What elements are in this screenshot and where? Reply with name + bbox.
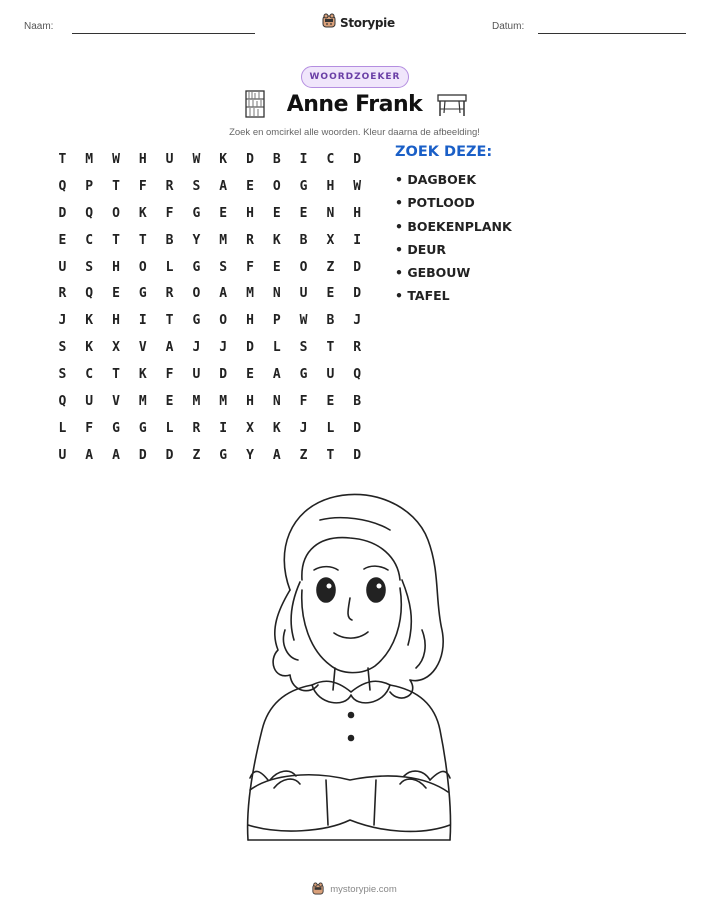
word-search-grid[interactable] — [49, 146, 371, 469]
grid-cell[interactable]: K — [85, 340, 94, 356]
grid-cell[interactable]: E — [165, 393, 174, 409]
grid-cell[interactable]: Q — [85, 286, 94, 302]
grid-cell[interactable]: H — [246, 205, 254, 221]
grid-cell[interactable]: K — [138, 367, 147, 383]
grid-cell[interactable]: A — [112, 447, 120, 463]
grid-cell[interactable]: I — [299, 151, 308, 167]
grid-cell[interactable]: W — [299, 313, 308, 329]
grid-cell[interactable]: D — [138, 447, 147, 463]
word-list-item: • TAFEL — [395, 288, 450, 304]
grid-cell[interactable]: I — [138, 313, 147, 329]
page-title: Anne Frank — [286, 92, 423, 117]
grid-cell[interactable]: R — [353, 340, 362, 356]
grid-cell[interactable]: S — [299, 340, 308, 356]
storypie-logo-icon — [312, 880, 324, 899]
grid-cell[interactable]: L — [272, 340, 281, 356]
grid-cell[interactable]: T — [138, 232, 147, 248]
grid-cell[interactable]: C — [326, 151, 335, 167]
grid-cell[interactable]: Y — [246, 447, 254, 463]
coloring-illustration[interactable] — [230, 480, 470, 864]
grid-cell[interactable]: I — [353, 232, 362, 248]
grid-cell[interactable]: R — [165, 178, 174, 194]
grid-cell[interactable]: B — [353, 393, 362, 409]
grid-cell[interactable]: D — [353, 286, 362, 302]
grid-cell[interactable]: V — [112, 393, 120, 409]
grid-cell[interactable]: D — [353, 259, 362, 275]
grid-cell[interactable]: Z — [299, 447, 308, 463]
grid-cell[interactable]: U — [165, 151, 174, 167]
grid-cell[interactable]: H — [112, 313, 120, 329]
grid-cell[interactable]: I — [219, 420, 228, 436]
grid-cell[interactable]: O — [299, 259, 308, 275]
grid-cell[interactable]: D — [353, 151, 362, 167]
grid-cell[interactable]: R — [58, 286, 67, 302]
grid-cell[interactable]: A — [219, 286, 228, 302]
grid-cell[interactable]: H — [246, 313, 254, 329]
grid-cell[interactable]: H — [138, 151, 147, 167]
grid-cell[interactable]: L — [58, 420, 67, 436]
grid-cell[interactable]: Q — [85, 205, 94, 221]
grid-cell[interactable]: U — [192, 367, 201, 383]
grid-cell[interactable]: A — [85, 447, 94, 463]
grid-cell[interactable]: B — [272, 151, 281, 167]
grid-cell[interactable]: G — [138, 286, 147, 302]
grid-cell[interactable]: M — [246, 286, 254, 302]
grid-cell[interactable]: D — [353, 420, 362, 436]
grid-cell[interactable]: U — [326, 367, 335, 383]
word-list — [395, 144, 512, 308]
grid-cell[interactable]: T — [112, 232, 120, 248]
grid-cell[interactable]: D — [219, 367, 228, 383]
grid-cell[interactable]: H — [353, 205, 362, 221]
grid-cell[interactable]: C — [85, 367, 94, 383]
grid-cell[interactable]: J — [192, 340, 201, 356]
grid-cell[interactable]: T — [326, 447, 335, 463]
grid-cell[interactable]: E — [58, 232, 67, 248]
grid-cell[interactable]: K — [272, 232, 281, 248]
name-label: Naam: — [24, 21, 54, 32]
grid-cell[interactable]: G — [192, 205, 201, 221]
grid-cell[interactable]: Q — [58, 178, 67, 194]
grid-cell[interactable]: W — [192, 151, 201, 167]
grid-cell[interactable]: L — [165, 259, 174, 275]
grid-cell[interactable]: P — [272, 313, 281, 329]
grid-cell[interactable]: D — [165, 447, 174, 463]
grid-cell[interactable]: M — [85, 151, 94, 167]
grid-cell[interactable]: W — [112, 151, 120, 167]
grid-cell[interactable]: A — [165, 340, 174, 356]
grid-cell[interactable]: D — [353, 447, 362, 463]
grid-cell[interactable]: E — [326, 286, 335, 302]
grid-cell[interactable]: U — [58, 447, 67, 463]
word-list-item: • DAGBOEK — [395, 172, 477, 187]
grid-cell[interactable]: P — [85, 178, 94, 194]
grid-cell[interactable]: E — [272, 259, 281, 275]
grid-cell[interactable]: O — [192, 286, 201, 302]
grid-cell[interactable]: J — [353, 313, 362, 329]
grid-cell[interactable]: M — [192, 393, 201, 409]
grid-cell[interactable]: Q — [353, 367, 362, 383]
grid-cell[interactable]: E — [219, 205, 228, 221]
grid-cell[interactable]: O — [272, 178, 281, 194]
grid-cell[interactable]: U — [299, 286, 308, 302]
grid-cell[interactable]: X — [326, 232, 335, 248]
grid-cell[interactable]: E — [246, 178, 254, 194]
grid-cell[interactable]: E — [112, 286, 120, 302]
grid-cell[interactable]: T — [58, 151, 67, 167]
grid-cell[interactable]: L — [326, 420, 335, 436]
grid-cell[interactable]: S — [85, 259, 94, 275]
grid-cell[interactable]: F — [138, 178, 147, 194]
grid-cell[interactable]: T — [112, 367, 120, 383]
grid-cell[interactable]: G — [138, 420, 147, 436]
date-line — [538, 33, 686, 34]
grid-cell[interactable]: Z — [192, 447, 201, 463]
grid-cell[interactable]: F — [85, 420, 94, 436]
grid-cell[interactable]: N — [272, 393, 281, 409]
brand-name: Storypie — [340, 15, 395, 30]
grid-cell[interactable]: B — [326, 313, 335, 329]
grid-cell[interactable]: G — [192, 259, 201, 275]
category-badge: WOORDZOEKER — [301, 66, 409, 88]
storypie-logo-icon — [322, 13, 336, 32]
grid-cell[interactable]: J — [299, 420, 308, 436]
grid-cell[interactable]: H — [246, 393, 254, 409]
grid-cell[interactable]: K — [138, 205, 147, 221]
grid-cell[interactable]: G — [219, 447, 228, 463]
grid-cell[interactable]: X — [112, 340, 120, 356]
grid-cell[interactable]: E — [246, 367, 254, 383]
grid-cell[interactable]: H — [112, 259, 120, 275]
footer — [0, 880, 709, 899]
grid-cell[interactable]: T — [165, 313, 174, 329]
date-label: Datum: — [492, 21, 525, 32]
grid-cell[interactable]: D — [246, 340, 254, 356]
grid-cell[interactable]: M — [219, 232, 228, 248]
grid-cell[interactable]: B — [299, 232, 308, 248]
grid-cell[interactable]: L — [165, 420, 174, 436]
grid-cell[interactable]: S — [192, 178, 201, 194]
grid-cell[interactable]: O — [219, 313, 228, 329]
grid-cell[interactable]: Q — [58, 393, 67, 409]
grid-cell[interactable]: O — [138, 259, 147, 275]
word-list-item: • BOEKENPLANK — [395, 218, 512, 234]
grid-cell[interactable]: E — [326, 393, 335, 409]
grid-cell[interactable]: A — [272, 367, 281, 383]
grid-cell[interactable]: U — [85, 393, 94, 409]
grid-cell[interactable]: N — [272, 286, 281, 302]
word-list-title: ZOEK DEZE: — [395, 144, 493, 160]
grid-cell[interactable]: H — [326, 178, 335, 194]
grid-cell[interactable]: F — [299, 393, 308, 409]
grid-cell[interactable]: J — [219, 340, 228, 356]
grid-cell[interactable]: D — [58, 205, 67, 221]
grid-cell[interactable]: J — [58, 313, 67, 329]
grid-cell[interactable]: G — [299, 178, 308, 194]
grid-cell[interactable]: R — [192, 420, 201, 436]
grid-cell[interactable]: G — [192, 313, 201, 329]
grid-cell[interactable]: E — [272, 205, 281, 221]
grid-cell[interactable]: F — [246, 259, 254, 275]
grid-cell[interactable]: G — [299, 367, 308, 383]
grid-cell[interactable]: O — [112, 205, 120, 221]
grid-cell[interactable]: S — [58, 367, 67, 383]
grid-cell[interactable]: M — [219, 393, 228, 409]
grid-cell[interactable]: A — [219, 178, 228, 194]
table-icon — [436, 92, 468, 122]
grid-cell[interactable]: G — [112, 420, 120, 436]
grid-cell[interactable]: A — [272, 447, 281, 463]
grid-cell[interactable]: B — [165, 232, 174, 248]
grid-cell[interactable]: T — [112, 178, 120, 194]
word-list-item: • DEUR — [395, 241, 447, 257]
grid-cell[interactable]: R — [246, 232, 254, 248]
grid-cell[interactable]: D — [246, 151, 254, 167]
grid-cell[interactable]: S — [58, 340, 67, 356]
grid-cell[interactable]: M — [138, 393, 147, 409]
grid-cell[interactable]: Z — [326, 259, 335, 275]
grid-cell[interactable]: K — [219, 151, 228, 167]
grid-cell[interactable]: X — [246, 420, 254, 436]
grid-cell[interactable]: Y — [192, 232, 201, 248]
grid-cell[interactable]: K — [272, 420, 281, 436]
grid-cell[interactable]: W — [353, 178, 362, 194]
grid-cell[interactable]: N — [326, 205, 335, 221]
grid-cell[interactable]: C — [85, 232, 94, 248]
word-list-item: • GEBOUW — [395, 265, 471, 281]
grid-cell[interactable]: S — [219, 259, 228, 275]
instruction-text: Zoek en omcirkel alle woorden. Kleur daarna de afbeelding! — [229, 127, 480, 138]
grid-cell[interactable]: R — [165, 286, 174, 302]
grid-cell[interactable]: E — [299, 205, 308, 221]
grid-cell[interactable]: F — [165, 205, 174, 221]
grid-cell[interactable]: U — [58, 259, 67, 275]
grid-cell[interactable]: F — [165, 367, 174, 383]
name-line — [72, 33, 255, 34]
grid-cell[interactable]: V — [138, 340, 147, 356]
grid-cell[interactable]: T — [326, 340, 335, 356]
word-list-item: • POTLOOD — [395, 195, 475, 211]
brand-logo — [322, 13, 395, 32]
footer-url[interactable]: mystorypie.com — [330, 884, 397, 895]
grid-cell[interactable]: K — [85, 313, 94, 329]
